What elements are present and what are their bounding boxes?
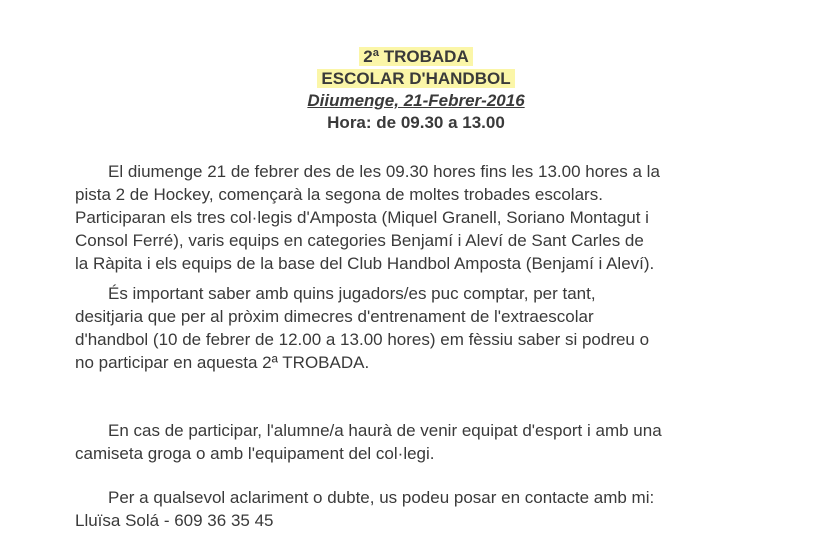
paragraph-event-details — [75, 160, 775, 275]
paragraph-contact — [75, 486, 775, 532]
contact-line: Lluïsa Solá - 609 36 35 45 — [75, 511, 274, 530]
paragraph-line: desitjaria que per al pròxim dimecres d'entrenament de l'extraescolar — [75, 307, 594, 326]
title-line-1 — [0, 46, 832, 68]
paragraph-line: El diumenge 21 de febrer des de les 09.30 hores fins les 13.00 hores a la — [108, 162, 660, 181]
paragraph-line: Per a qualsevol aclariment o dubte, us podeu posar en contacte amb mi: — [108, 488, 655, 507]
paragraph-line: pista 2 de Hockey, començarà la segona de moltes trobades escolars. — [75, 185, 603, 204]
paragraph-line: En cas de participar, l'alumne/a haurà de venir equipat d'esport i amb una — [108, 421, 662, 440]
event-date: Diiumenge, 21-Febrer-2016 — [307, 91, 525, 110]
title-line-2 — [0, 68, 832, 90]
paragraph-line: d'handbol (10 de febrer de 12.00 a 13.00 hores) em fèssiu saber si podreu o — [75, 330, 650, 349]
paragraph-line: És important saber amb quins jugadors/es puc comptar, per tant, — [108, 284, 596, 303]
paragraph-line: Participaran els tres col·legis d'Amposta (Miquel Granell, Soriano Montagut i — [75, 208, 649, 227]
document-header — [0, 46, 832, 134]
paragraph-line: Consol Ferré), varis equips en categories Benjamí i Aleví de Sant Carles de — [75, 231, 644, 250]
event-time: Hora: de 09.30 a 13.00 — [327, 113, 505, 132]
paragraph-equipment — [75, 419, 775, 465]
paragraph-line: no participar en aquesta 2ª TROBADA. — [75, 353, 370, 372]
paragraph-line: camiseta groga o amb l'equipament del col·legi. — [75, 444, 435, 463]
title-highlight-2: ESCOLAR D'HANDBOL — [317, 69, 514, 88]
paragraph-line: la Ràpita i els equips de la base del Club Handbol Amposta (Benjamí i Aleví). — [75, 254, 655, 273]
paragraph-confirmation — [75, 282, 775, 374]
title-highlight-1: 2ª TROBADA — [359, 47, 472, 66]
